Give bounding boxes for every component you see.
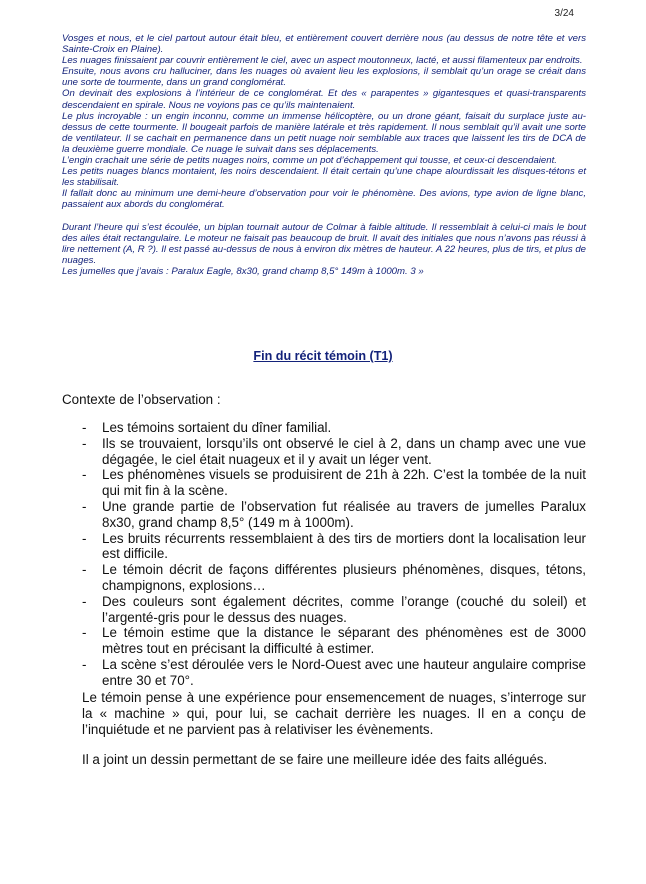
list-item: - Les bruits récurrents ressemblaient à des tirs de mortiers dont la localisation leur est difficile. [82,531,586,563]
recit-paragraph: Les nuages finissaient par couvrir entièrement le ciel, avec un aspect moutonneux, lacté, et aussi filamenteux par endroits. [62,55,583,67]
list-item: - La scène s’est déroulée vers le Nord-Ouest avec une hauteur angulaire comprise entre 30 et 70°. [82,657,586,689]
recit-paragraph: Durant l’heure qui s’est écoulée, un biplan tournait autour de Colmar à faible altitude. Il ressemblait à celui-ci mais le bout des ailes était rectangulaire. Le moteur ne faisait pas beaucoup de bruit. Il avait des initiales que nous n’avons pas réussi à lire nettement (A, R ?). Il est passé au-dessus de nous à environ dix mètres de hauteur. A 22 heures, plus de tirs, et plus de nuages. [62,221,586,266]
contexte-heading: Contexte de l’observation : [62,392,221,407]
list-item: - Une grande partie de l’observation fut réalisée au travers de jumelles Paralux 8x30, grand champ 8,5° (149 m à 1000m). [82,499,586,531]
conclusion-paragraph: Le témoin pense à une expérience pour ensemencement de nuages, s’interroge sur la « machine » qui, pour lui, se cachait derrière les nuages. Il en a conçu de l’inquiétude et ne parvient pas à relativiser les évènements. [82,690,586,737]
page-number: 3/24 [554,8,574,19]
list-item: - Ils se trouvaient, lorsqu’ils ont observé le ciel à 2, dans un champ avec une vue dégagée, le ciel était nuageux et il y avait un léger vent. [82,436,586,468]
list-item: - Les témoins sortaient du dîner familial. [82,420,586,436]
section-title-fin-recit: Fin du récit témoin (T1) [253,349,393,363]
recit-paragraph: Ensuite, nous avons cru halluciner, dans les nuages où avaient lieu les explosions, il semblait qu’un orage se créait dans une sorte de tourmente, dans un grand conglomérat. [62,66,586,89]
list-item: - Le témoin décrit de façons différentes plusieurs phénomènes, disques, tétons, champignons, explosions… [82,562,586,594]
recit-paragraph: On devinait des explosions à l’intérieur de ce conglomérat. Et des « parapentes » gigantesques et quasi-transparents descendaient en spirale. Nous ne voyions pas ce qu’ils maintenaient. [62,88,586,111]
recit-temoin [62,33,586,277]
list-item: - Des couleurs sont également décrites, comme l’orange (couché du soleil) et l’argenté-gris pour le dessus des nuages. [82,594,586,626]
recit-paragraph: Il fallait donc au minimum une demi-heure d’observation pour voir le phénomène. Des avions, type avion de ligne blanc, passaient aux abords du conglomérat. [62,188,586,211]
list-item: - Les phénomènes visuels se produisirent de 21h à 22h. C’est la tombée de la nuit qui mit fin à la scène. [82,467,586,499]
contexte-list [82,420,586,689]
recit-paragraph: Le plus incroyable : un engin inconnu, comme un immense hélicoptère, ou un drone géant, faisait du surplace juste au-dessus de cette tourmente. Il bougeait parfois de manière latérale et très rapidement. Il nous semblait qu’il avait une sorte de ventilateur. Il se cachait en permanence dans un petit nuage noir semblable aux traces que laissent les tirs de DCA de la deuxième guerre mondiale. Ce nuage le suivait dans ses déplacements. [62,110,586,155]
recit-paragraph: Vosges et nous, et le ciel partout autour était bleu, et entièrement couvert derrière nous (au dessus de notre tête et vers Sainte-Croix en Plaine). [62,33,586,56]
recit-paragraph: Les jumelles que j’avais : Paralux Eagle, 8x30, grand champ 8,5° 149m à 1000m. 3 » [62,265,424,277]
recit-paragraph: Les petits nuages blancs montaient, les noirs descendaient. Il était certain qu’une chape alourdissait les disques-tétons et les stabilisait. [62,166,586,189]
dessin-paragraph: Il a joint un dessin permettant de se faire une meilleure idée des faits allégués. [82,752,548,767]
recit-paragraph: L’engin crachait une série de petits nuages noirs, comme un pot d’échappement qui tousse, et ceux-ci descendaient. [62,155,557,167]
list-item: - Le témoin estime que la distance le séparant des phénomènes est de 3000 mètres tout en précisant la difficulté à estimer. [82,625,586,657]
